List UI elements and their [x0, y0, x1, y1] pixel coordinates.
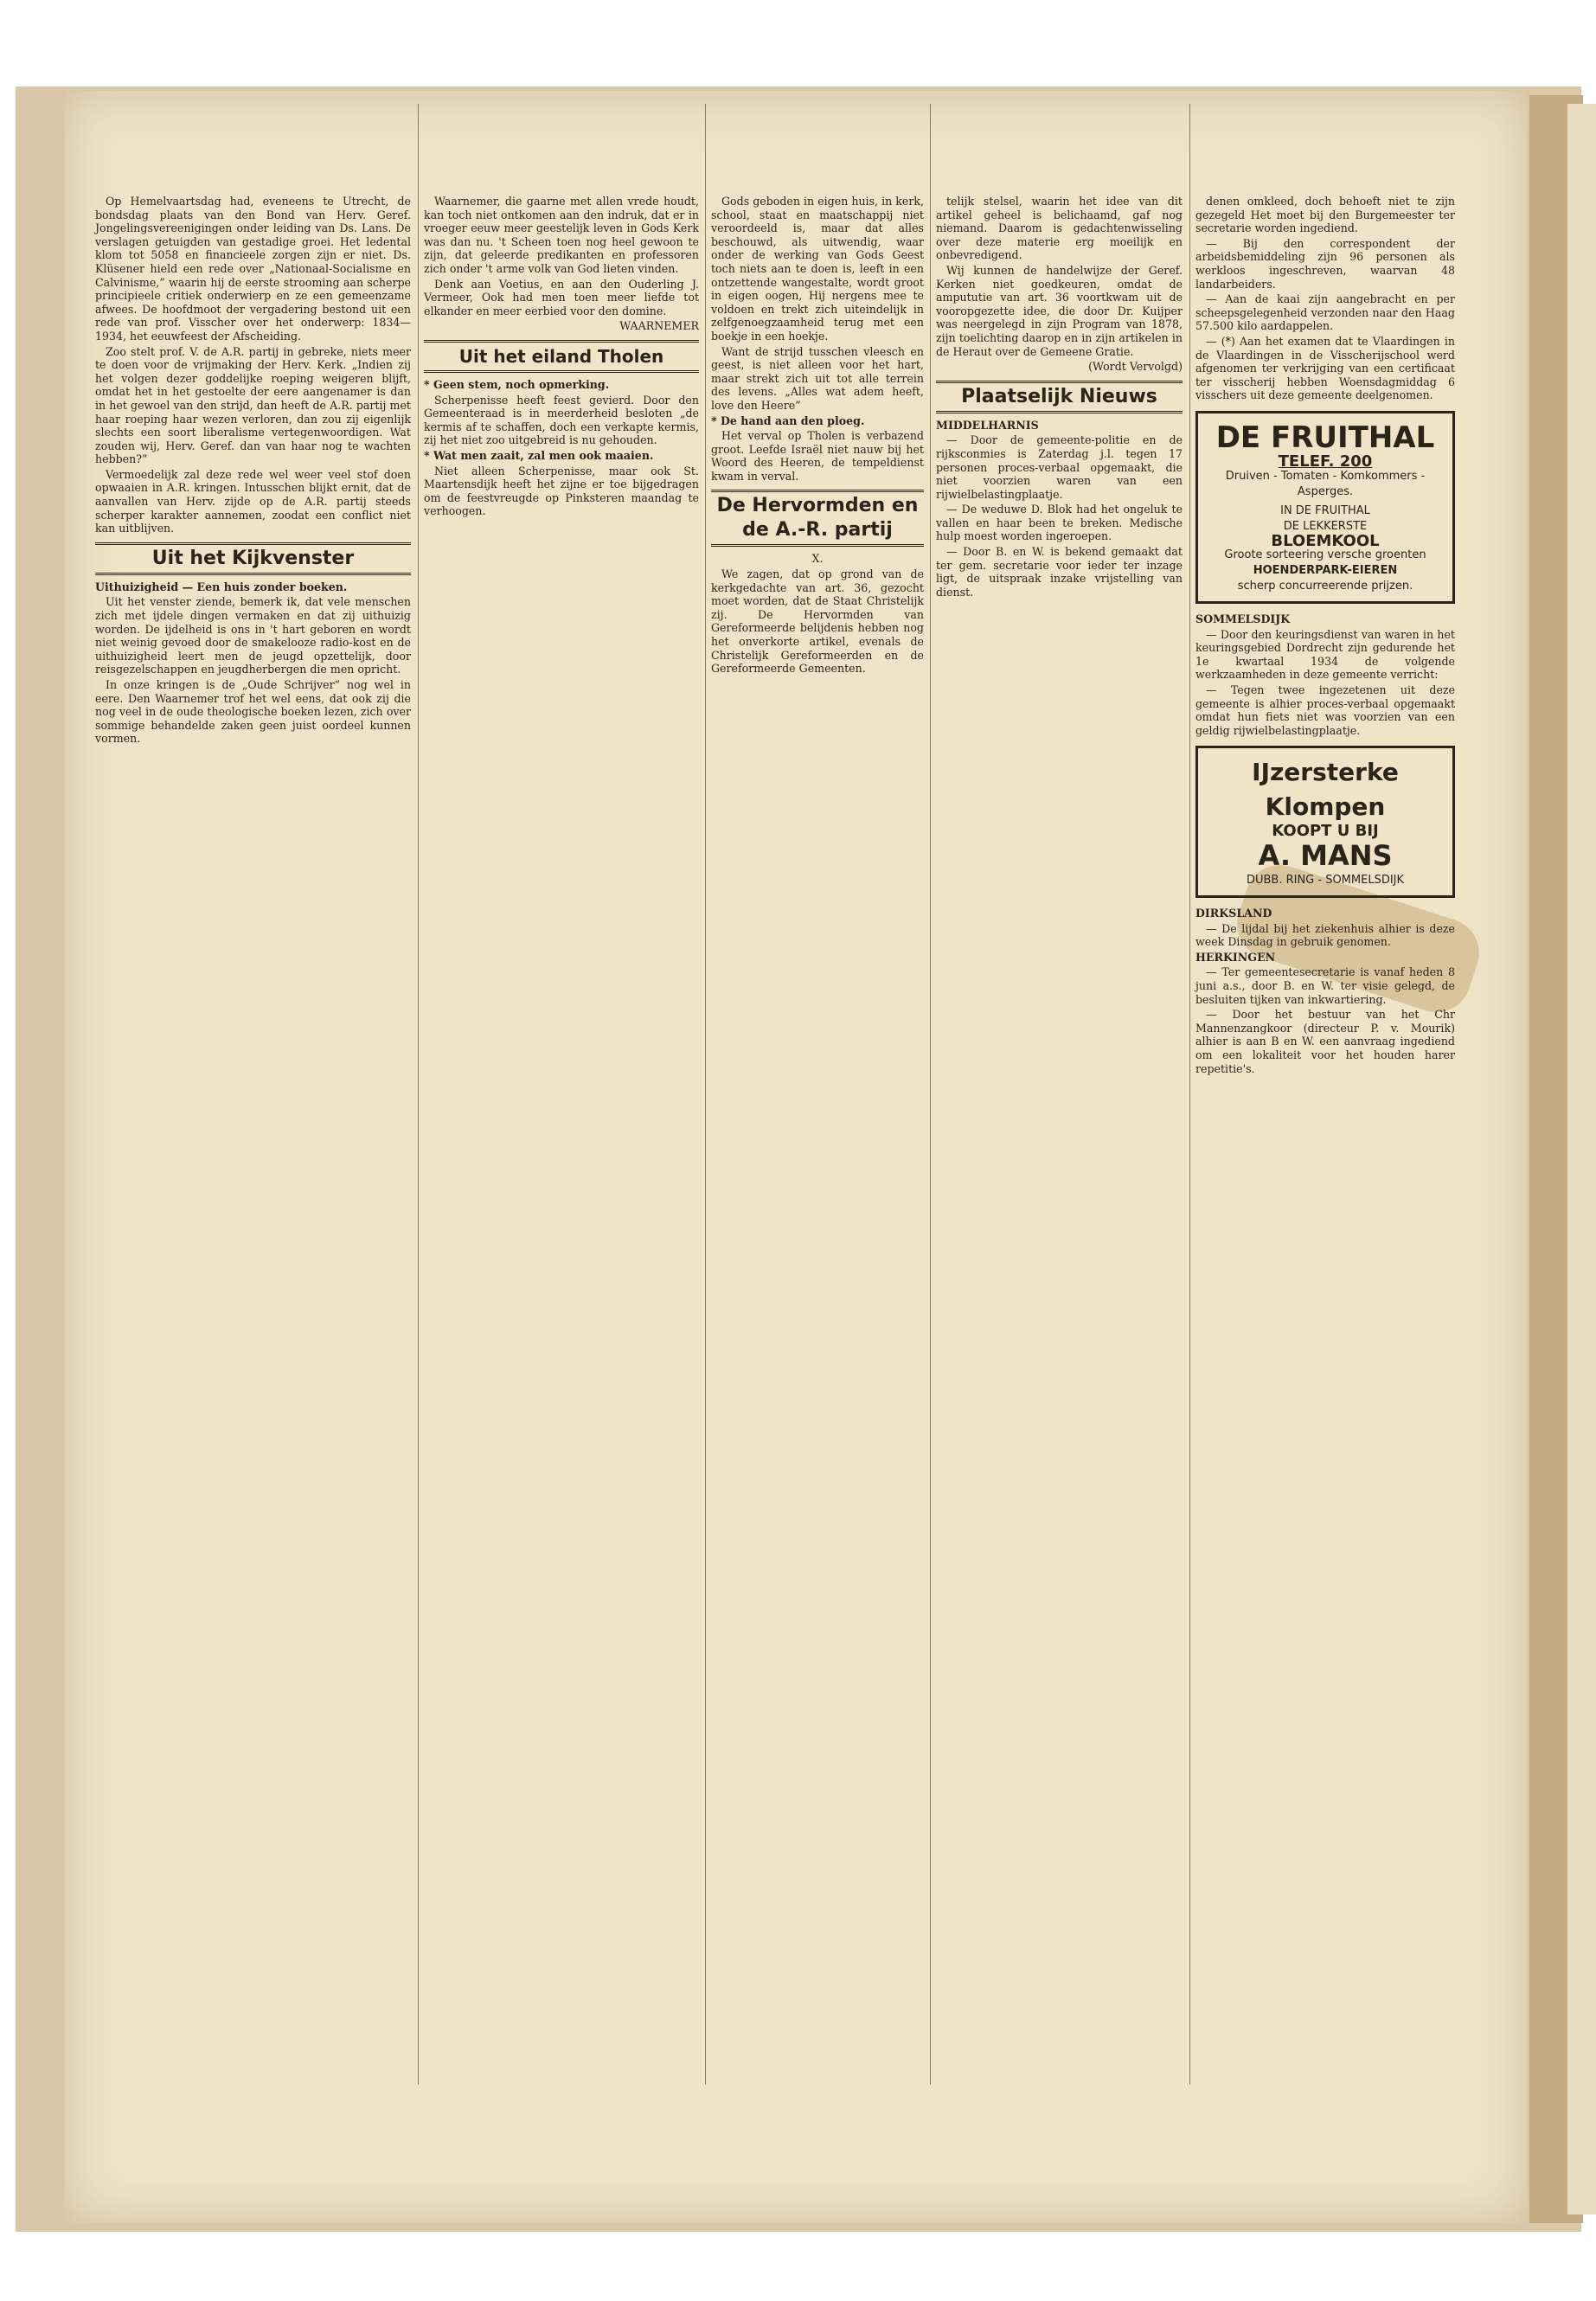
section-title-kijkvenster: Uit het Kijkvenster [95, 542, 411, 575]
place-heading: DIRKSLAND [1195, 907, 1272, 920]
section-subtitle: Uithuizigheid — Een huis zonder boeken. [95, 580, 348, 593]
section-subtitle: * De hand aan den ploeg. [711, 413, 865, 427]
section-title-plaatselijk-nieuws: Plaatselijk Nieuws [936, 381, 1183, 413]
article-paragraph: Uit het venster ziende, bemerk ik, dat vele menschen zich met ijdele dingen vermaken en dat zij uithuizig worden. De ijdelheid is ons in 't hart geboren en wordt niet weinig gevoed door de smakelooze radio-kost en de uithuizigheid leert men de jeugd opzettelijk, door reisgezelschappen en jeugdherbergen die men opricht. [95, 595, 411, 676]
article-paragraph: Het verval op Tholen is verbazend groot. Leefde Israël niet nauw bij het Woord des Heeren, de tempeldienst kwam in verval. [711, 429, 924, 483]
news-item: — Door B. en W. is bekend gemaakt dat ter gem. secretarie voor ieder ter inzage ligt, de uitspraak inzake vrijstelling van dienst. [936, 545, 1183, 599]
column-rule [930, 104, 931, 2085]
news-item: — Bij den correspondent der arbeidsbemiddeling zijn 96 personen als werkloos ingeschreven, waarvan 48 landarbeiders. [1195, 236, 1455, 291]
article-paragraph: We zagen, dat op grond van de kerkgedachte van art. 36, gezocht moet worden, dat de Staat Christelijk zij. De Hervormden van Gereformeerde belijdenis hebben nog het onverkorte artikel, evenals de Christelijk Gereformeerden en de Gereformeerde Gemeenten. [711, 567, 924, 676]
column-rule [418, 104, 419, 2085]
next-page-edge-light [1567, 104, 1596, 2214]
advertisement-fruithal [1195, 411, 1455, 604]
column-rule [1189, 104, 1190, 2085]
article-paragraph: Vermoedelijk zal deze rede wel weer veel stof doen opwaaien in A.R. kringen. Intusschen blijkt ernit, dat de aanvallen van Herv. zijde op de A.R. partij steeds scherper karakter aannemen, zoodat een conflict niet kan uitblijven. [95, 467, 411, 535]
section-title-tholen: Uit het eiland Tholen [424, 340, 699, 373]
column-5 [1195, 195, 1455, 1077]
advertisement-klompen [1195, 746, 1455, 898]
ad-line: DUBB. RING - SOMMELSDIJK [1246, 874, 1405, 888]
section-subtitle: * Wat men zaait, zal men ook maaien. [424, 448, 654, 462]
news-item: — De weduwe D. Blok had het ongeluk te vallen en haar been te breken. Medische hulp moest worden ingeroepen. [936, 503, 1183, 543]
article-number: X. [811, 552, 824, 566]
place-heading: MIDDELHARNIS [936, 418, 1039, 432]
news-item: — Door het bestuur van het Chr Mannenzangkoor (directeur P. v. Mourik) alhier is aan B en W. een aanvraag ingediend om een lokaliteit voor het houden harer repetitie's. [1195, 1008, 1455, 1075]
ad-line: DE LEKKERSTE [1283, 519, 1368, 533]
ad-line: KOOPT U BIJ [1272, 822, 1379, 841]
ad-title: IJzersterke Klompen [1252, 758, 1399, 822]
ad-phone: TELEF. 200 [1278, 452, 1373, 471]
news-item: — Ter gemeentesecretarie is vanaf heden 8 juni a.s., door B. en W. ter visie gelegd, de besluiten tijken van inkwartiering. [1195, 965, 1455, 1006]
article-paragraph: Zoo stelt prof. V. de A.R. partij in gebreke, niets meer te doen voor de vrijmaking der Herv. Kerk. „Indien zij het volgen dezer goddelijke roeping weigeren blijft, omdat het in het gestoelte der eere aangenamer is dan in het gewoel van den strijd, dan heeft de A.R. partij met haar roeping haar wezen verloren, dan zou zij eigenlijk slechts een soort liberalisme vertegenwoordigen. Wat zouden wij, Herv. Geref. dan van haar nog te wachten hebben?” [95, 344, 411, 466]
news-item: — De lijdal bij het ziekenhuis alhier is deze week Dinsdag in gebruik genomen. [1195, 921, 1455, 949]
column-rule [705, 104, 706, 2085]
ad-products: Druiven - Tomaten - Komkommers - Asperges. [1225, 469, 1426, 498]
column-4 [936, 195, 1183, 600]
article-paragraph: Op Hemelvaartsdag had, eveneens te Utrecht, de bondsdag plaats van den Bond van Herv. Geref. Jongelingsvereenigingen onder leiding van Ds. Lans. De verslagen getuigden van gestadige groei. Het ledental klom tot 5058 en financieele zorgen zijn er niet. Ds. Klüsener hield een rede over „Nationaal-Socialisme en Calvinisme,” waarin hij de eerste strooming aan scherpe principieele critiek onderwierp en ze een gemeenzame afwees. De hoofdmoot der vergadering bestond uit een rede van prof. Visscher over het onderwerp: 1834—1934, het eeuwfeest der Afscheiding. [95, 195, 411, 343]
article-paragraph: telijk stelsel, waarin het idee van dit artikel geheel is belichaamd, gaf nog niemand. Daarom is gedachtenwisseling over deze materie erg moeilijk en onbevredigend. [936, 195, 1183, 262]
column-1 [95, 195, 411, 747]
news-item: denen omkleed, doch behoeft niet te zijn gezegeld Het moet bij den Burgemeester ter secretarie worden ingediend. [1195, 195, 1455, 235]
article-paragraph: Wij kunnen de handelwijze der Geref. Kerken niet goedkeuren, omdat de ampututie van art. 36 voortkwam uit de vooropgezette idee, die door Dr. Kuijper was neergelegd in zijn Program van 1878, zijn toelichting daarop en in zijn artikelen in de Heraut over de Gemeene Gratie. [936, 263, 1183, 358]
ad-line: HOENDERPARK-EIEREN [1253, 564, 1398, 578]
article-paragraph: Scherpenisse heeft feest gevierd. Door den Gemeenteraad is in meerderheid besloten „de kermis af te schaffen, doch een verkapte kermis, zij het niet zoo uitgebreid is nu gehouden. [424, 393, 699, 447]
article-paragraph: Waarnemer, die gaarne met allen vrede houdt, kan toch niet ontkomen aan den indruk, dat er in vroeger eeuw meer geestelijk leven in Gods Kerk was dan nu. 't Scheen toen nog heel gewoon te zijn, dat geleerde predikanten en professoren zich onder 't arme volk van God lieten vinden. [424, 195, 699, 275]
signature: WAARNEMER [619, 319, 699, 333]
news-item: — Tegen twee ingezetenen uit deze gemeente is alhier proces-verbaal opgemaakt omdat hun fiets niet was voorzien van een geldig rijwielbelastingplaatje. [1195, 683, 1455, 737]
article-paragraph: Denk aan Voetius, en aan den Ouderling J. Vermeer, Ook had men toen meer liefde tot elkander en meer eerbied voor den domine. [424, 277, 699, 317]
ad-line: scherp concurreerende prijzen. [1237, 580, 1413, 593]
place-heading: SOMMELSDIJK [1195, 612, 1291, 626]
news-item: — Aan de kaai zijn aangebracht en per scheepsgelegenheid verzonden naar den Haag 57.500 kilo aardappelen. [1195, 292, 1455, 333]
section-subtitle: * Geen stem, noch opmerking. [424, 377, 610, 391]
ad-line: IN DE FRUITHAL [1280, 503, 1370, 517]
ad-line: Groote sorteering versche groenten [1224, 548, 1426, 562]
place-heading: HERKINGEN [1195, 950, 1276, 964]
article-paragraph: Gods geboden in eigen huis, in kerk, school, staat en maatschappij niet veroordeeld is, maar dat alles beschouwd, als uitwendig, waar onder de werking van Gods Geest toch niets aan te doen is, leeft in een ontzettende wangestalte, wordt groot in eigen oogen, Hij nergens mee te voldoen en trekt zich uiteindelijk in zelfgenoegzaamheid terug met een boekje in een hoekje. [711, 195, 924, 343]
article-paragraph: Want de strijd tusschen vleesch en geest, is niet alleen voor het hart, maar strekt zich uit tot alle terrein des levens. „Alles wat adem heeft, love den Heere” [711, 344, 924, 412]
column-3 [711, 195, 924, 677]
news-item: — (*) Aan het examen dat te Vlaardingen in de Vlaardingen in de Visscherijschool werd afgenomen ter verkrijging van een certificaat ter visscherij hebben Woensdagmiddag 6 visschers uit deze gemeente deelgenomen. [1195, 334, 1455, 402]
news-item: — Door den keuringsdienst van waren in het keuringsgebied Dordrecht zijn gedurende het 1e kwartaal 1934 de volgende werkzaamheden in deze gemeente verricht: [1195, 627, 1455, 682]
article-paragraph: Niet alleen Scherpenisse, maar ook St. Maartensdijk heeft het zijne er toe bijgedragen om de feestvreugde op Pinksteren maandag te verhoogen. [424, 464, 699, 518]
ad-line: A. MANS [1258, 839, 1393, 873]
ad-line: BLOEMKOOL [1271, 531, 1380, 550]
news-item: — Door de gemeente-politie en de rijksconmies is Zaterdag j.l. tegen 17 personen proces-verbaal opgemaakt, die niet voorzien waren van een rijwielbelastingplaatje. [936, 433, 1183, 501]
article-paragraph: In onze kringen is de „Oude Schrijver” nog wel in eere. Den Waarnemer trof het wel eens, dat ook zij die nog veel in de oude theologische boeken lezen, zich over sommige behandelde zaken geen juist oordeel kunnen vormen. [95, 678, 411, 746]
section-title-hervormden: De Hervormden en de A.-R. partij [711, 490, 924, 547]
ad-title: DE FRUITHAL [1215, 420, 1435, 455]
column-2 [424, 195, 699, 520]
continued-note: (Wordt Vervolgd) [1088, 360, 1183, 374]
